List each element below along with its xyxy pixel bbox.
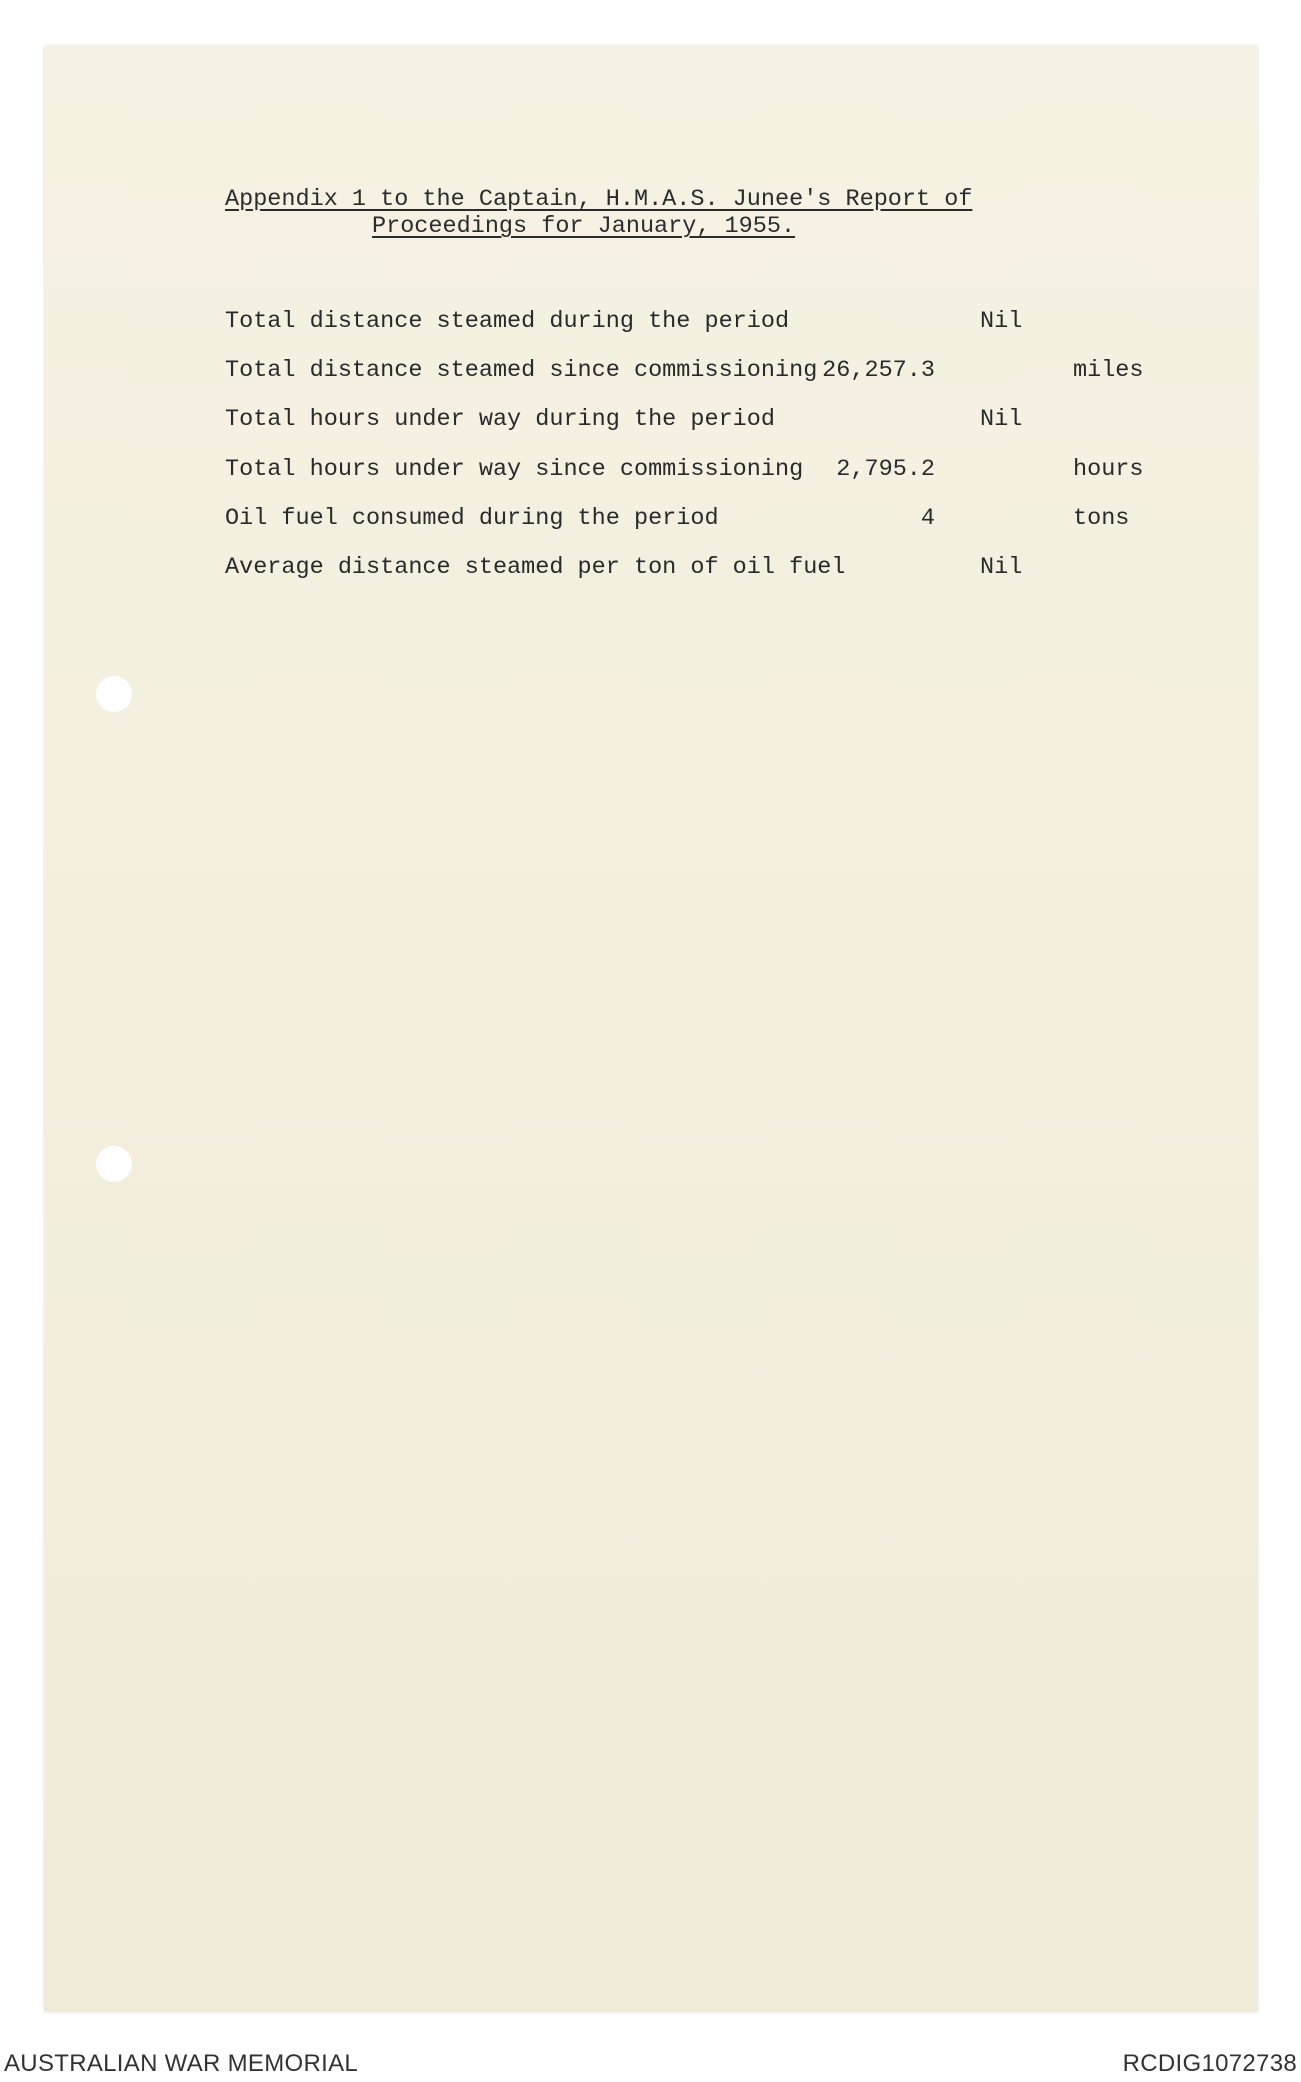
row-distance-period bbox=[225, 308, 1155, 357]
row-label: Total hours under way during the period bbox=[225, 406, 775, 434]
footer-institution: AUSTRALIAN WAR MEMORIAL bbox=[4, 2050, 359, 2077]
row-average-distance bbox=[225, 554, 1155, 603]
title-line-2: Proceedings for January, 1955. bbox=[372, 213, 796, 240]
row-value: 26,257.3 bbox=[822, 357, 935, 385]
row-value: Nil bbox=[980, 553, 1023, 581]
row-value: Nil bbox=[980, 406, 1023, 434]
row-label: Total hours under way since commissioning bbox=[225, 455, 804, 483]
title-line-1: Appendix 1 to the Captain, H.M.A.S. Junee's Report of bbox=[225, 186, 973, 213]
row-label: Oil fuel consumed during the period bbox=[225, 504, 719, 532]
footer-record-id: RCDIG1072738 bbox=[1122, 2050, 1297, 2077]
row-label: Average distance steamed per ton of oil fuel bbox=[225, 553, 846, 581]
row-unit: tons bbox=[1073, 504, 1130, 532]
row-hours-commissioning bbox=[225, 456, 1155, 505]
punch-hole-top bbox=[96, 676, 132, 712]
row-value: Nil bbox=[980, 308, 1023, 335]
row-oil-fuel bbox=[225, 505, 1155, 554]
statistics-list bbox=[225, 308, 1155, 603]
punch-hole-bottom bbox=[96, 1146, 132, 1182]
row-hours-period bbox=[225, 406, 1155, 455]
row-label: Total distance steamed during the period bbox=[225, 308, 790, 335]
row-label: Total distance steamed since commissioning bbox=[225, 357, 818, 385]
row-value: 2,795.2 bbox=[836, 455, 935, 483]
row-unit: hours bbox=[1073, 455, 1144, 483]
row-unit: miles bbox=[1073, 357, 1144, 385]
row-value: 4 bbox=[920, 504, 935, 532]
document-title bbox=[225, 186, 972, 240]
row-distance-commissioning bbox=[225, 357, 1155, 406]
